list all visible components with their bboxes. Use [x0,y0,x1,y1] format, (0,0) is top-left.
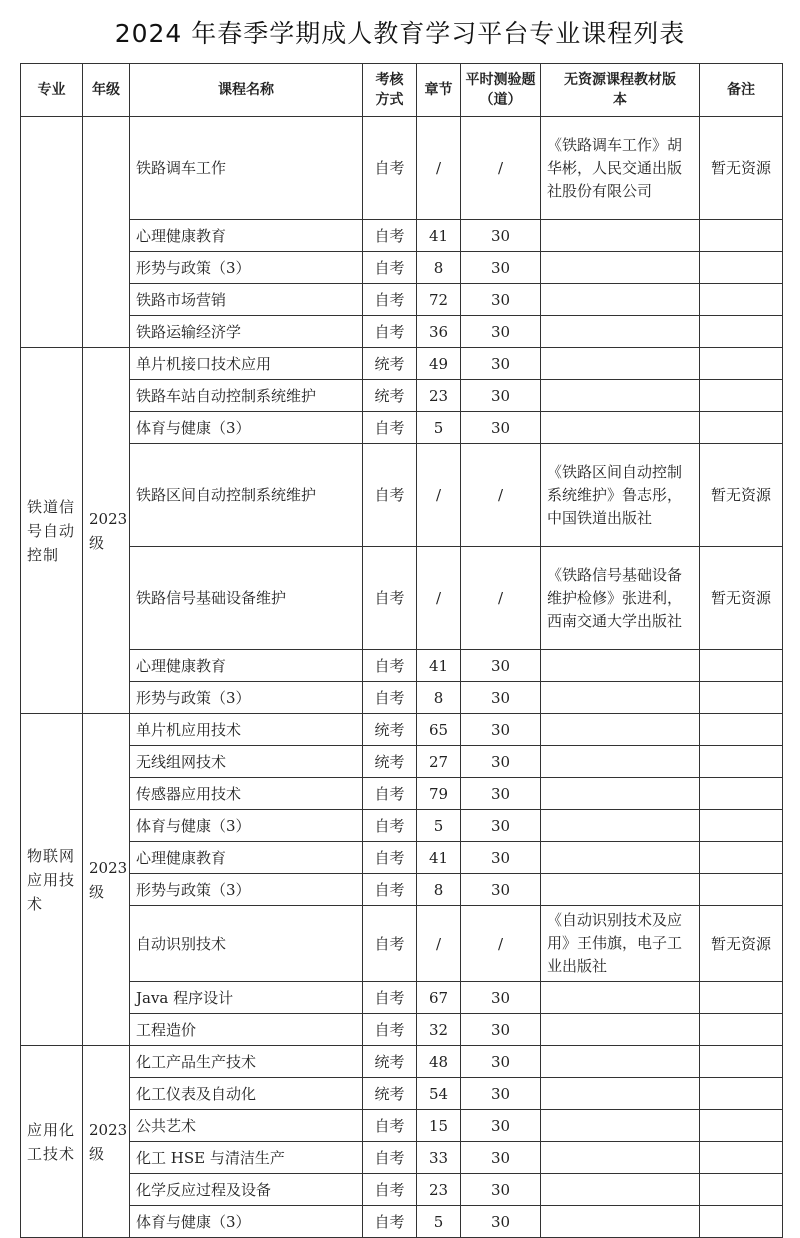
quiz-cell: 30 [461,842,541,874]
quiz-cell: 30 [461,1174,541,1206]
quiz-cell: 30 [461,682,541,714]
textbook-cell [541,810,700,842]
textbook-cell: 《自动识别技术及应用》王伟旗，电子工业出版社 [541,906,700,982]
exam-cell: 自考 [363,650,417,682]
exam-cell: 自考 [363,842,417,874]
table-row [21,284,783,316]
textbook-cell [541,714,700,746]
quiz-cell: 30 [461,1078,541,1110]
course-cell: 化学反应过程及设备 [130,1174,363,1206]
remark-cell [700,1014,783,1046]
quiz-cell: 30 [461,1142,541,1174]
quiz-cell: 30 [461,284,541,316]
header-course: 课程名称 [130,64,363,117]
quiz-cell: 30 [461,1046,541,1078]
table-row [21,842,783,874]
course-cell: 无线组网技术 [130,746,363,778]
textbook-cell: 《铁路调车工作》胡华彬，人民交通出版社股份有限公司 [541,117,700,220]
exam-cell: 自考 [363,284,417,316]
textbook-cell [541,1046,700,1078]
remark-cell [700,778,783,810]
textbook-cell [541,682,700,714]
header-remark: 备注 [700,64,783,117]
exam-cell: 自考 [363,778,417,810]
remark-cell [700,284,783,316]
grade-cell: 2023级 [83,714,130,1046]
textbook-cell [541,1110,700,1142]
remark-cell [700,682,783,714]
major-cell: 应用化工技术 [21,1046,83,1238]
course-cell: 心理健康教育 [130,220,363,252]
textbook-cell: 《铁路信号基础设备维护检修》张进利，西南交通大学出版社 [541,547,700,650]
table-row [21,252,783,284]
exam-cell: 自考 [363,316,417,348]
textbook-cell [541,252,700,284]
course-cell: 体育与健康（3） [130,1206,363,1238]
header-textbook: 无资源课程教材版本 [541,64,700,117]
quiz-cell: 30 [461,348,541,380]
table-body [21,117,783,1238]
remark-cell [700,1046,783,1078]
page-title: 2024 年春季学期成人教育学习平台专业课程列表 [114,19,686,48]
quiz-cell: 30 [461,252,541,284]
remark-cell: 暂无资源 [700,547,783,650]
table-row [21,650,783,682]
quiz-cell: 30 [461,874,541,906]
textbook-cell [541,316,700,348]
exam-cell: 统考 [363,380,417,412]
course-cell: 公共艺术 [130,1110,363,1142]
chapters-cell: 41 [417,220,461,252]
chapters-cell: / [417,117,461,220]
remark-cell [700,874,783,906]
textbook-cell [541,412,700,444]
course-cell: 形势与政策（3） [130,682,363,714]
header-chapters: 章节 [417,64,461,117]
course-cell: 铁路运输经济学 [130,316,363,348]
table-row [21,1014,783,1046]
chapters-cell: 79 [417,778,461,810]
remark-cell [700,220,783,252]
chapters-cell: 54 [417,1078,461,1110]
course-cell: 铁路调车工作 [130,117,363,220]
table-row [21,1110,783,1142]
chapters-cell: 8 [417,874,461,906]
exam-cell: 自考 [363,117,417,220]
course-cell: 化工仪表及自动化 [130,1078,363,1110]
grade-cell: 2023级 [83,1046,130,1238]
exam-cell: 自考 [363,412,417,444]
remark-cell [700,1206,783,1238]
remark-cell: 暂无资源 [700,906,783,982]
remark-cell [700,810,783,842]
exam-cell: 统考 [363,1078,417,1110]
course-cell: 心理健康教育 [130,650,363,682]
course-cell: 化工产品生产技术 [130,1046,363,1078]
textbook-cell [541,1142,700,1174]
course-cell: Java 程序设计 [130,982,363,1014]
course-cell: 铁路市场营销 [130,284,363,316]
remark-cell [700,982,783,1014]
quiz-cell: 30 [461,380,541,412]
table-row [21,906,783,982]
textbook-cell [541,746,700,778]
course-cell: 传感器应用技术 [130,778,363,810]
quiz-cell: / [461,444,541,547]
textbook-cell [541,778,700,810]
quiz-cell: 30 [461,1110,541,1142]
quiz-cell: 30 [461,316,541,348]
exam-cell: 自考 [363,252,417,284]
textbook-cell [541,842,700,874]
course-cell: 体育与健康（3） [130,810,363,842]
chapters-cell: 72 [417,284,461,316]
table-row [21,874,783,906]
remark-cell [700,1110,783,1142]
header-grade: 年级 [83,64,130,117]
exam-cell: 自考 [363,1174,417,1206]
quiz-cell: 30 [461,1206,541,1238]
table-row [21,746,783,778]
chapters-cell: 23 [417,1174,461,1206]
table-row [21,1046,783,1078]
course-cell: 铁路车站自动控制系统维护 [130,380,363,412]
remark-cell [700,252,783,284]
remark-cell [700,348,783,380]
major-cell: 铁道信号自动控制 [21,348,83,714]
quiz-cell: 30 [461,220,541,252]
course-cell: 工程造价 [130,1014,363,1046]
course-cell: 化工 HSE 与清洁生产 [130,1142,363,1174]
exam-cell: 自考 [363,810,417,842]
table-row [21,1206,783,1238]
chapters-cell: / [417,444,461,547]
course-table [20,63,783,1238]
quiz-cell: 30 [461,412,541,444]
quiz-cell: 30 [461,982,541,1014]
table-row [21,714,783,746]
major-cell: 物联网应用技术 [21,714,83,1046]
chapters-cell: / [417,906,461,982]
table-row [21,380,783,412]
chapters-cell: 5 [417,810,461,842]
quiz-cell: 30 [461,746,541,778]
textbook-cell [541,284,700,316]
quiz-cell: / [461,547,541,650]
remark-cell [700,412,783,444]
chapters-cell: 65 [417,714,461,746]
textbook-cell [541,982,700,1014]
chapters-cell: 8 [417,252,461,284]
chapters-cell: 41 [417,650,461,682]
textbook-cell [541,1078,700,1110]
exam-cell: 自考 [363,874,417,906]
table-row [21,316,783,348]
exam-cell: 自考 [363,906,417,982]
course-cell: 心理健康教育 [130,842,363,874]
textbook-cell [541,874,700,906]
header-exam: 考核方式 [363,64,417,117]
textbook-cell [541,348,700,380]
textbook-cell [541,1206,700,1238]
course-cell: 铁路区间自动控制系统维护 [130,444,363,547]
exam-cell: 自考 [363,547,417,650]
table-row [21,444,783,547]
table-row [21,1078,783,1110]
chapters-cell: 27 [417,746,461,778]
quiz-cell: 30 [461,650,541,682]
exam-cell: 统考 [363,746,417,778]
exam-cell: 自考 [363,1110,417,1142]
textbook-cell [541,1174,700,1206]
table-row [21,778,783,810]
textbook-cell [541,650,700,682]
chapters-cell: 5 [417,1206,461,1238]
table-row [21,1174,783,1206]
remark-cell [700,714,783,746]
course-cell: 体育与健康（3） [130,412,363,444]
chapters-cell: 8 [417,682,461,714]
textbook-cell [541,1014,700,1046]
quiz-cell: 30 [461,778,541,810]
header-major: 专业 [21,64,83,117]
quiz-cell: 30 [461,714,541,746]
remark-cell [700,1142,783,1174]
course-cell: 形势与政策（3） [130,252,363,284]
exam-cell: 自考 [363,1206,417,1238]
textbook-cell [541,380,700,412]
grade-cell [83,117,130,348]
chapters-cell: 48 [417,1046,461,1078]
chapters-cell: 5 [417,412,461,444]
exam-cell: 自考 [363,1142,417,1174]
table-row [21,810,783,842]
exam-cell: 自考 [363,444,417,547]
table-row [21,220,783,252]
remark-cell: 暂无资源 [700,444,783,547]
exam-cell: 统考 [363,714,417,746]
major-cell [21,117,83,348]
exam-cell: 统考 [363,1046,417,1078]
exam-cell: 统考 [363,348,417,380]
course-cell: 形势与政策（3） [130,874,363,906]
table-row [21,547,783,650]
header-row [21,64,783,117]
course-cell: 自动识别技术 [130,906,363,982]
course-cell: 单片机应用技术 [130,714,363,746]
textbook-cell: 《铁路区间自动控制系统维护》鲁志彤，中国铁道出版社 [541,444,700,547]
chapters-cell: 33 [417,1142,461,1174]
remark-cell [700,380,783,412]
remark-cell [700,1078,783,1110]
chapters-cell: 23 [417,380,461,412]
exam-cell: 自考 [363,220,417,252]
chapters-cell: 67 [417,982,461,1014]
course-cell: 单片机接口技术应用 [130,348,363,380]
remark-cell [700,842,783,874]
grade-cell: 2023级 [83,348,130,714]
quiz-cell: / [461,906,541,982]
quiz-cell: / [461,117,541,220]
course-cell: 铁路信号基础设备维护 [130,547,363,650]
remark-cell [700,316,783,348]
table-row [21,1142,783,1174]
chapters-cell: 15 [417,1110,461,1142]
table-row [21,412,783,444]
quiz-cell: 30 [461,810,541,842]
quiz-cell: 30 [461,1014,541,1046]
chapters-cell: 49 [417,348,461,380]
chapters-cell: 32 [417,1014,461,1046]
header-quiz: 平时测验题（道） [461,64,541,117]
remark-cell: 暂无资源 [700,117,783,220]
exam-cell: 自考 [363,682,417,714]
remark-cell [700,746,783,778]
chapters-cell: / [417,547,461,650]
remark-cell [700,1174,783,1206]
table-row [21,117,783,220]
exam-cell: 自考 [363,982,417,1014]
table-row [21,982,783,1014]
exam-cell: 自考 [363,1014,417,1046]
table-row [21,682,783,714]
table-row [21,348,783,380]
chapters-cell: 36 [417,316,461,348]
remark-cell [700,650,783,682]
chapters-cell: 41 [417,842,461,874]
textbook-cell [541,220,700,252]
